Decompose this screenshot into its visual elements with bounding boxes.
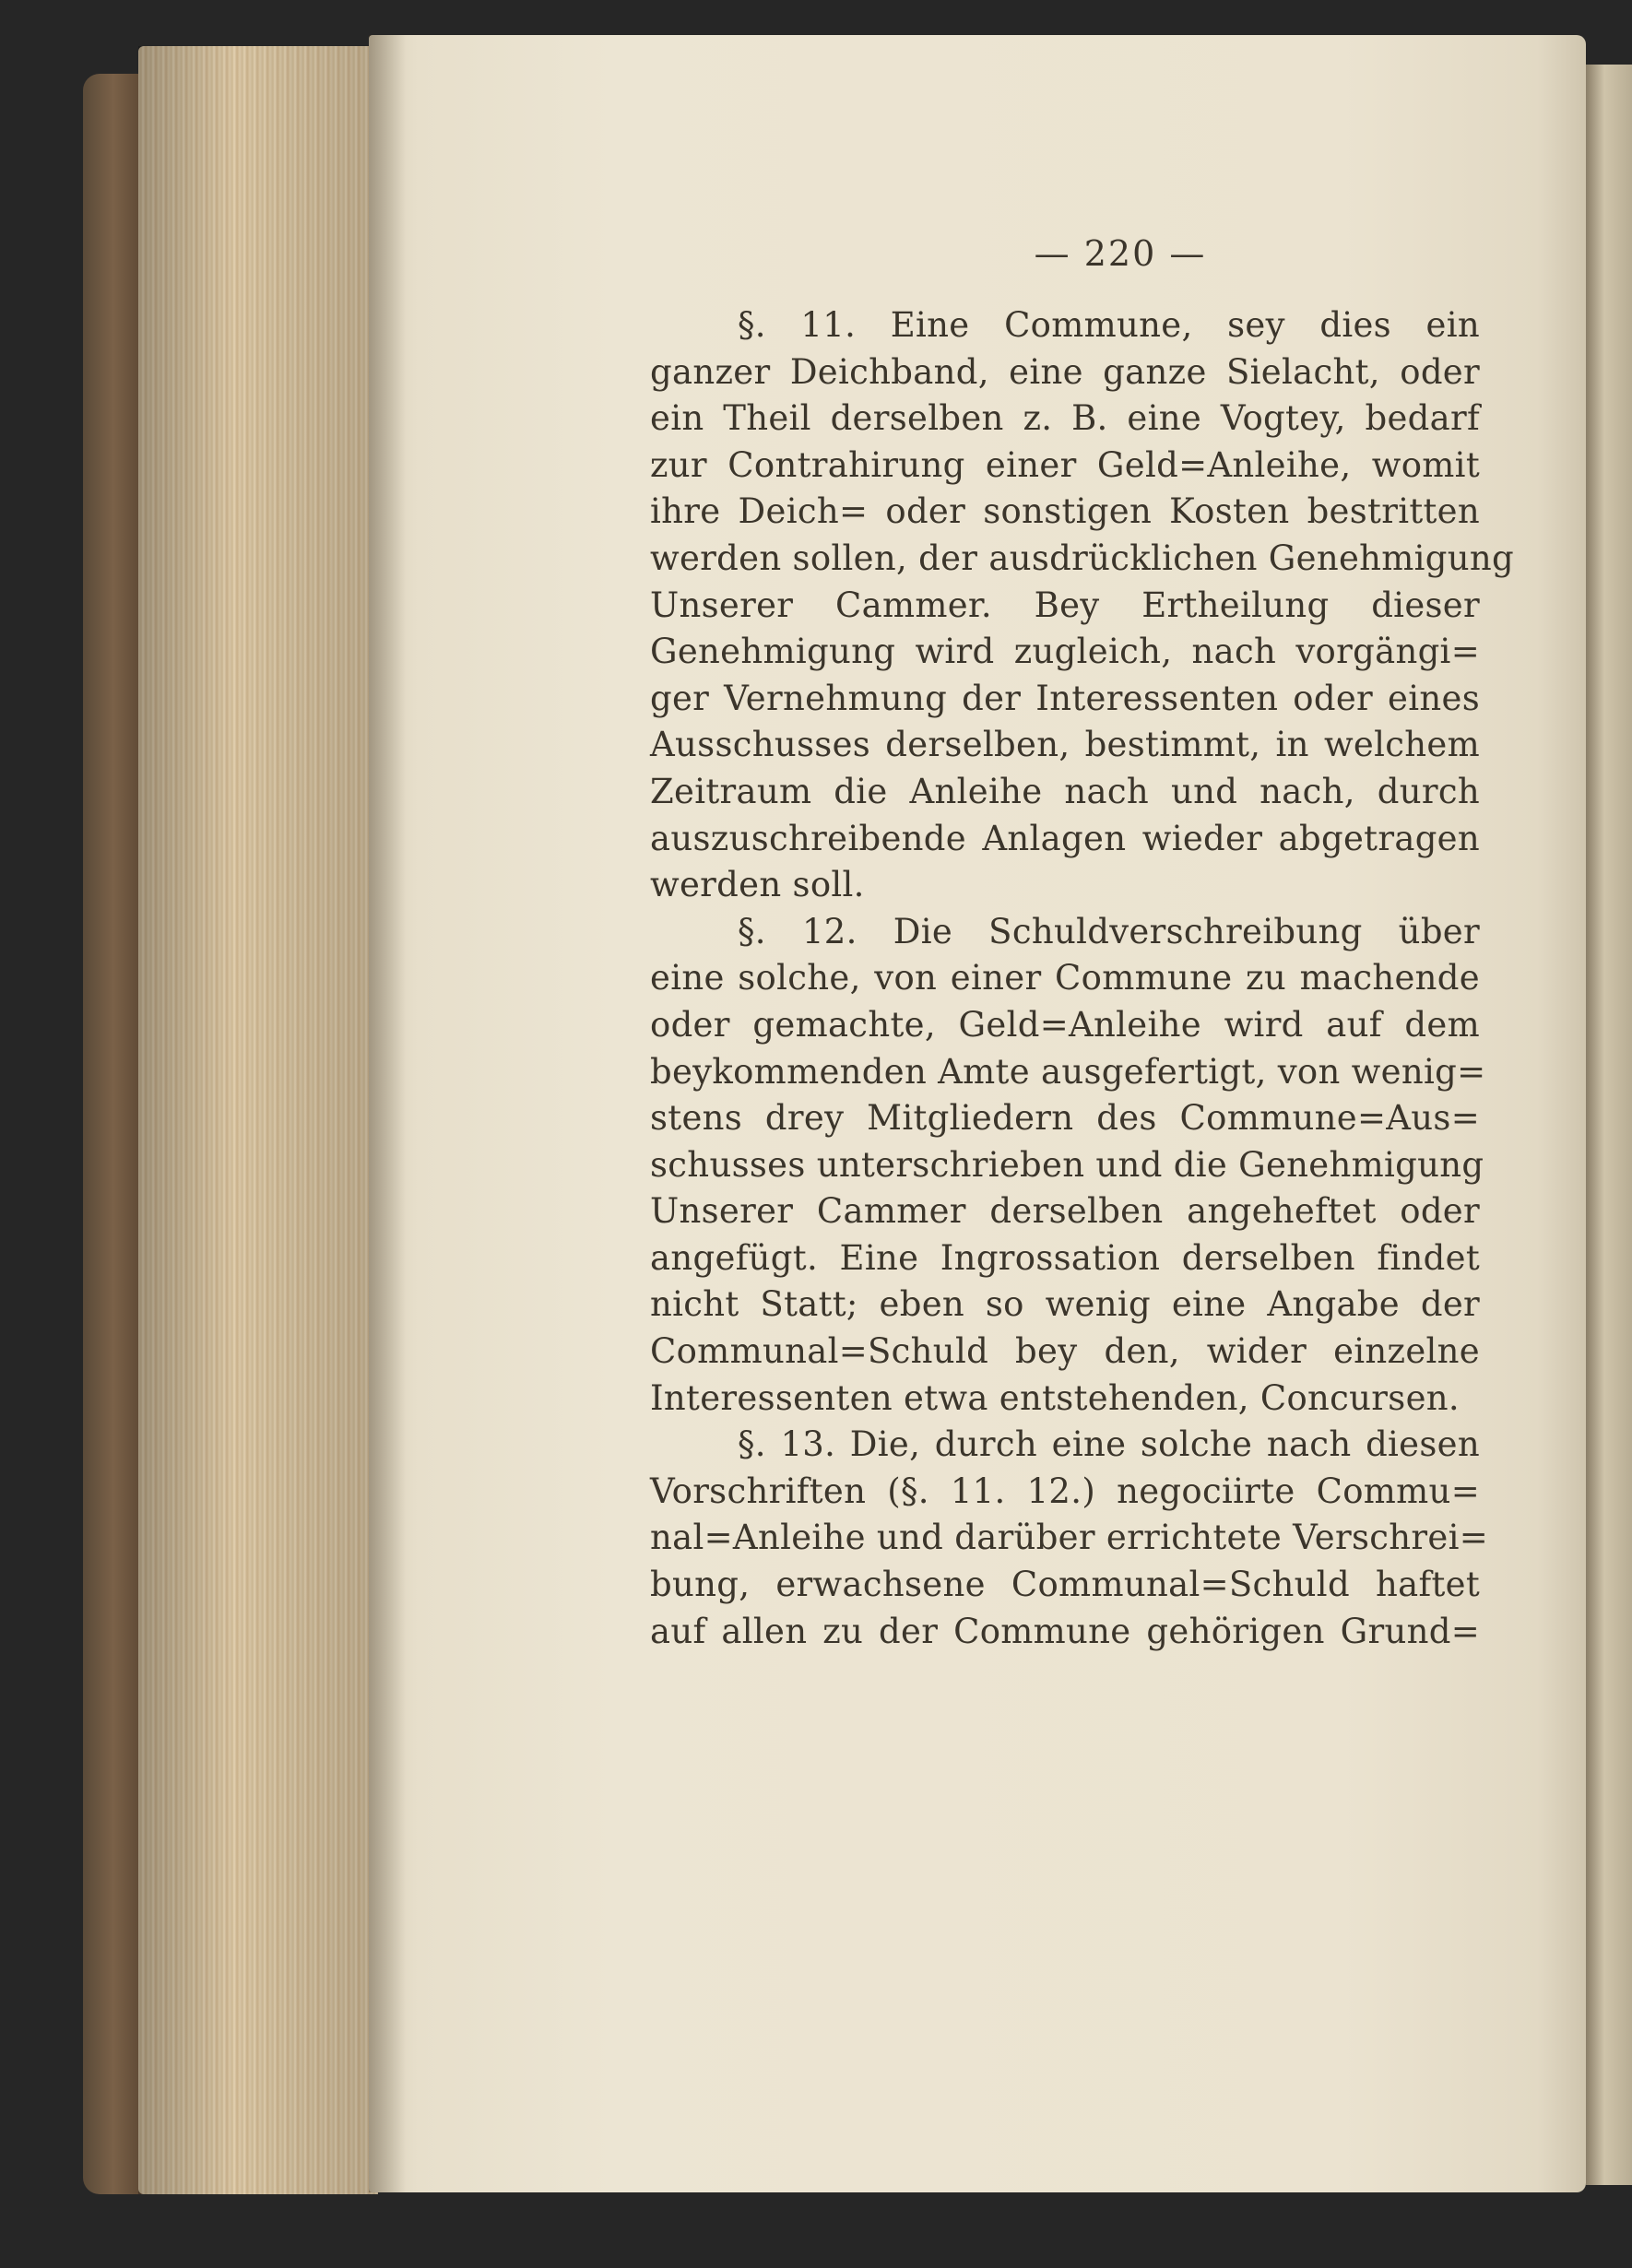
next-page-edge bbox=[1586, 65, 1632, 2185]
text-line: §. 13. Die, durch eine solche nach diesen bbox=[738, 1424, 1480, 1465]
text-line: werden soll. bbox=[650, 865, 865, 905]
text-line: ihre Deich= oder sonstigen Kosten bestritten bbox=[650, 491, 1480, 532]
text-line: §. 12. Die Schuldverschreibung über bbox=[738, 911, 1480, 951]
text-line: Interessenten etwa entstehenden, Concursen. bbox=[650, 1377, 1460, 1418]
text-line: nal=Anleihe und darüber errichtete Verschrei= bbox=[650, 1518, 1489, 1558]
text-line: Zeitraum die Anleihe nach und nach, durch bbox=[650, 771, 1480, 811]
text-line: werden sollen, der ausdrücklichen Genehmigung bbox=[650, 537, 1515, 578]
text-line: Communal=Schuld bey den, wider einzelne bbox=[650, 1331, 1480, 1372]
text-line: bung, erwachsene Communal=Schuld haftet bbox=[650, 1565, 1480, 1605]
gutter-shadow bbox=[369, 35, 406, 2192]
text-line: Unserer Cammer derselben angeheftet oder bbox=[650, 1191, 1480, 1232]
page-number: — 220 — bbox=[1034, 233, 1207, 274]
text-line: Genehmigung wird zugleich, nach vorgängi= bbox=[650, 632, 1480, 672]
text-line: ein Theil derselben z. B. eine Vogtey, bedarf bbox=[650, 398, 1480, 439]
text-line: stens drey Mitgliedern des Commune=Aus= bbox=[650, 1098, 1480, 1139]
text-line: angefügt. Eine Ingrossation derselben findet bbox=[650, 1237, 1480, 1278]
text-line: auf allen zu der Commune gehörigen Grund= bbox=[650, 1611, 1480, 1651]
text-line: eine solche, von einer Commune zu machende bbox=[650, 958, 1480, 998]
text-line: ger Vernehmung der Interessenten oder eines bbox=[650, 678, 1480, 718]
text-line: nicht Statt; eben so wenig eine Angabe der bbox=[650, 1284, 1480, 1325]
text-line: Unserer Cammer. Bey Ertheilung dieser bbox=[650, 585, 1480, 625]
text-line: schusses unterschrieben und die Genehmigung bbox=[650, 1144, 1484, 1185]
text-line: Ausschusses derselben, bestimmt, in welchem bbox=[650, 725, 1480, 765]
text-line: ganzer Deichband, eine ganze Sielacht, oder bbox=[650, 351, 1480, 392]
page-text bbox=[650, 230, 1515, 1655]
text-line: oder gemachte, Geld=Anleihe wird auf dem bbox=[650, 1004, 1480, 1045]
text-line: §. 11. Eine Commune, sey dies ein bbox=[738, 305, 1480, 345]
page-edges-shadow bbox=[138, 46, 378, 2194]
text-line: auszuschreibende Anlagen wieder abgetragen bbox=[650, 818, 1480, 858]
text-line: beykommenden Amte ausgefertigt, von wenig= bbox=[650, 1051, 1486, 1092]
text-line: Vorschriften (§. 11. 12.) negociirte Commu= bbox=[650, 1471, 1480, 1511]
text-line: zur Contrahirung einer Geld=Anleihe, womit bbox=[650, 444, 1480, 485]
